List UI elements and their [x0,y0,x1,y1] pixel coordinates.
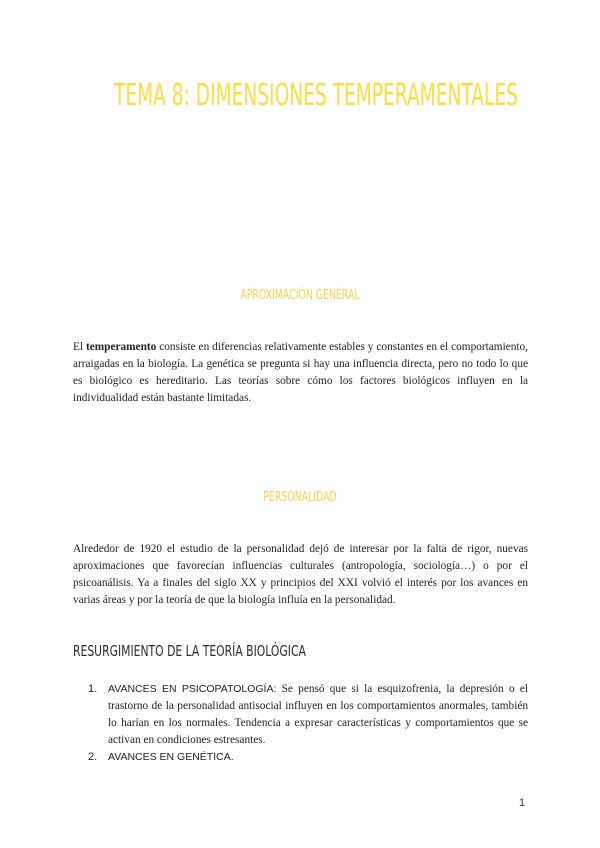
section-heading-personalidad: PERSONALIDAD [263,490,337,505]
list-number: 1. [88,683,98,695]
list-item [88,749,528,766]
list-item-label: AVANCES EN PSICOPATOLOGÍA: [108,683,277,695]
list-item-label: AVANCES EN GENÉTICA. [108,751,234,763]
term-temperamento: temperamento [86,341,157,353]
paragraph-rest: consiste en diferencias relativamente estables y constantes en el comportamiento, arraigadas en la biología. La genética se pregunta si hay una influencia directa, pero no todo lo que es biológico es hereditario. Las teorías sobre cómo los factores biológicos influyen en la individualidad están bastante limitadas. [73,341,528,404]
personalidad-paragraph: Alrededor de 1920 el estudio de la personalidad dejó de interesar por la falta de rigor, nuevas aproximaciones que favorecían influencias culturales (antropología, sociología…) o por el psicoanálisis. Ya a finales del siglo XX y principios del XXI volvió el interés por los avances en varias áreas y por la teoría de que la biología influía en la personalidad. [73,543,528,606]
list-number: 2. [88,751,98,763]
section-heading-resurgimiento: RESURGIMIENTO DE LA TEORÍA BIOLÓGICA [73,642,306,660]
list-item [88,681,528,749]
paragraph-lead: El [73,341,86,353]
page-title: TEMA 8: DIMENSIONES TEMPERAMENTALES [114,78,518,113]
list-item-text: Se pensó que si la esquizofrenia, la depresión o el trastorno de la personalidad antisocial influyen en los comportamientos anormales, también lo harían en los normales. Tendencia a expresar características y comportamientos que se activan en condiciones estresantes. [108,683,528,746]
advances-list [88,681,528,766]
page-number: 1 [519,797,526,809]
temperamento-paragraph [73,339,528,407]
section-heading-aproximacion: APROXIMACIÓN GENERAL [240,288,360,303]
